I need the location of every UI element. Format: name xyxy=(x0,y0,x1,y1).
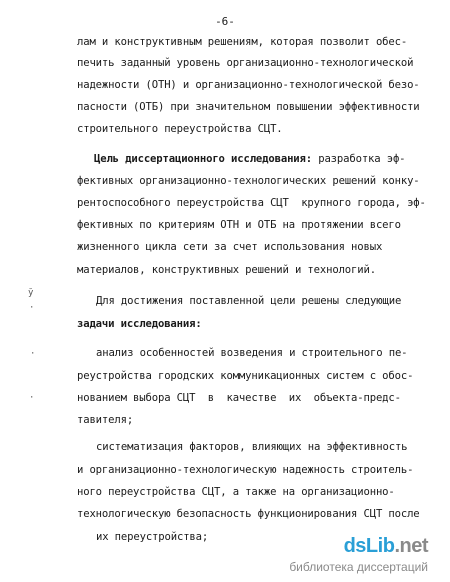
text-line: Для достижения поставленной цели решены следующие xyxy=(96,295,402,307)
goal-paragraph-first-line xyxy=(94,153,405,166)
margin-mark: ў xyxy=(28,288,34,298)
text-line: нованием выбора СЦТ в качестве их объекта-предс- xyxy=(77,392,401,404)
goal-label: Цель диссертационного исследования: xyxy=(94,153,312,165)
text-line: материалов, конструктивных решений и технологий. xyxy=(77,264,376,276)
text-line: реустройства городских коммуникационных систем с обос- xyxy=(77,370,414,382)
text-line: технологическую безопасность функционирования СЦТ после xyxy=(77,508,420,520)
text-line: печить заданный уровень организационно-технологической xyxy=(77,57,414,69)
text-line: строительного переустройства СЦТ. xyxy=(77,123,283,135)
text-line: и организационно-технологическую надежность строитель- xyxy=(77,464,414,476)
margin-mark: · xyxy=(30,349,36,359)
text-line: пасности (ОТБ) при значительном повышении эффективности xyxy=(77,101,420,113)
tasks-label: задачи исследования: xyxy=(77,318,202,330)
text-line: систематизация факторов, влияющих на эффективность xyxy=(96,441,408,453)
text-line: фективных организационно-технологических решений конку- xyxy=(77,175,420,187)
text-line: жизненного цикла сети за счет использования новых xyxy=(77,241,383,253)
margin-mark: · xyxy=(29,303,35,313)
watermark-logo: dsLib.net xyxy=(343,535,428,557)
text-line: ного переустройства СЦТ, а также на организационно- xyxy=(77,486,395,498)
margin-mark: · xyxy=(29,393,35,403)
text-line: лам и конструктивным решениям, которая позволит обес- xyxy=(77,36,408,48)
text-line: тавителя; xyxy=(77,414,134,426)
text-line: надежности (ОТН) и организационно-технологической безо- xyxy=(77,79,420,91)
watermark-subtitle: библиотека диссертаций xyxy=(289,560,428,574)
page-number: -6- xyxy=(215,15,235,28)
text-line: рентоспособного переустройства СЦТ крупного города, эф- xyxy=(77,197,426,209)
text-line: фективных по критериям ОТН и ОТБ на протяжении всего xyxy=(77,219,401,231)
goal-text: разработка эф- xyxy=(318,153,406,165)
text-line: анализ особенностей возведения и строительного пе- xyxy=(96,347,408,359)
text-line: их переустройства; xyxy=(96,531,209,543)
